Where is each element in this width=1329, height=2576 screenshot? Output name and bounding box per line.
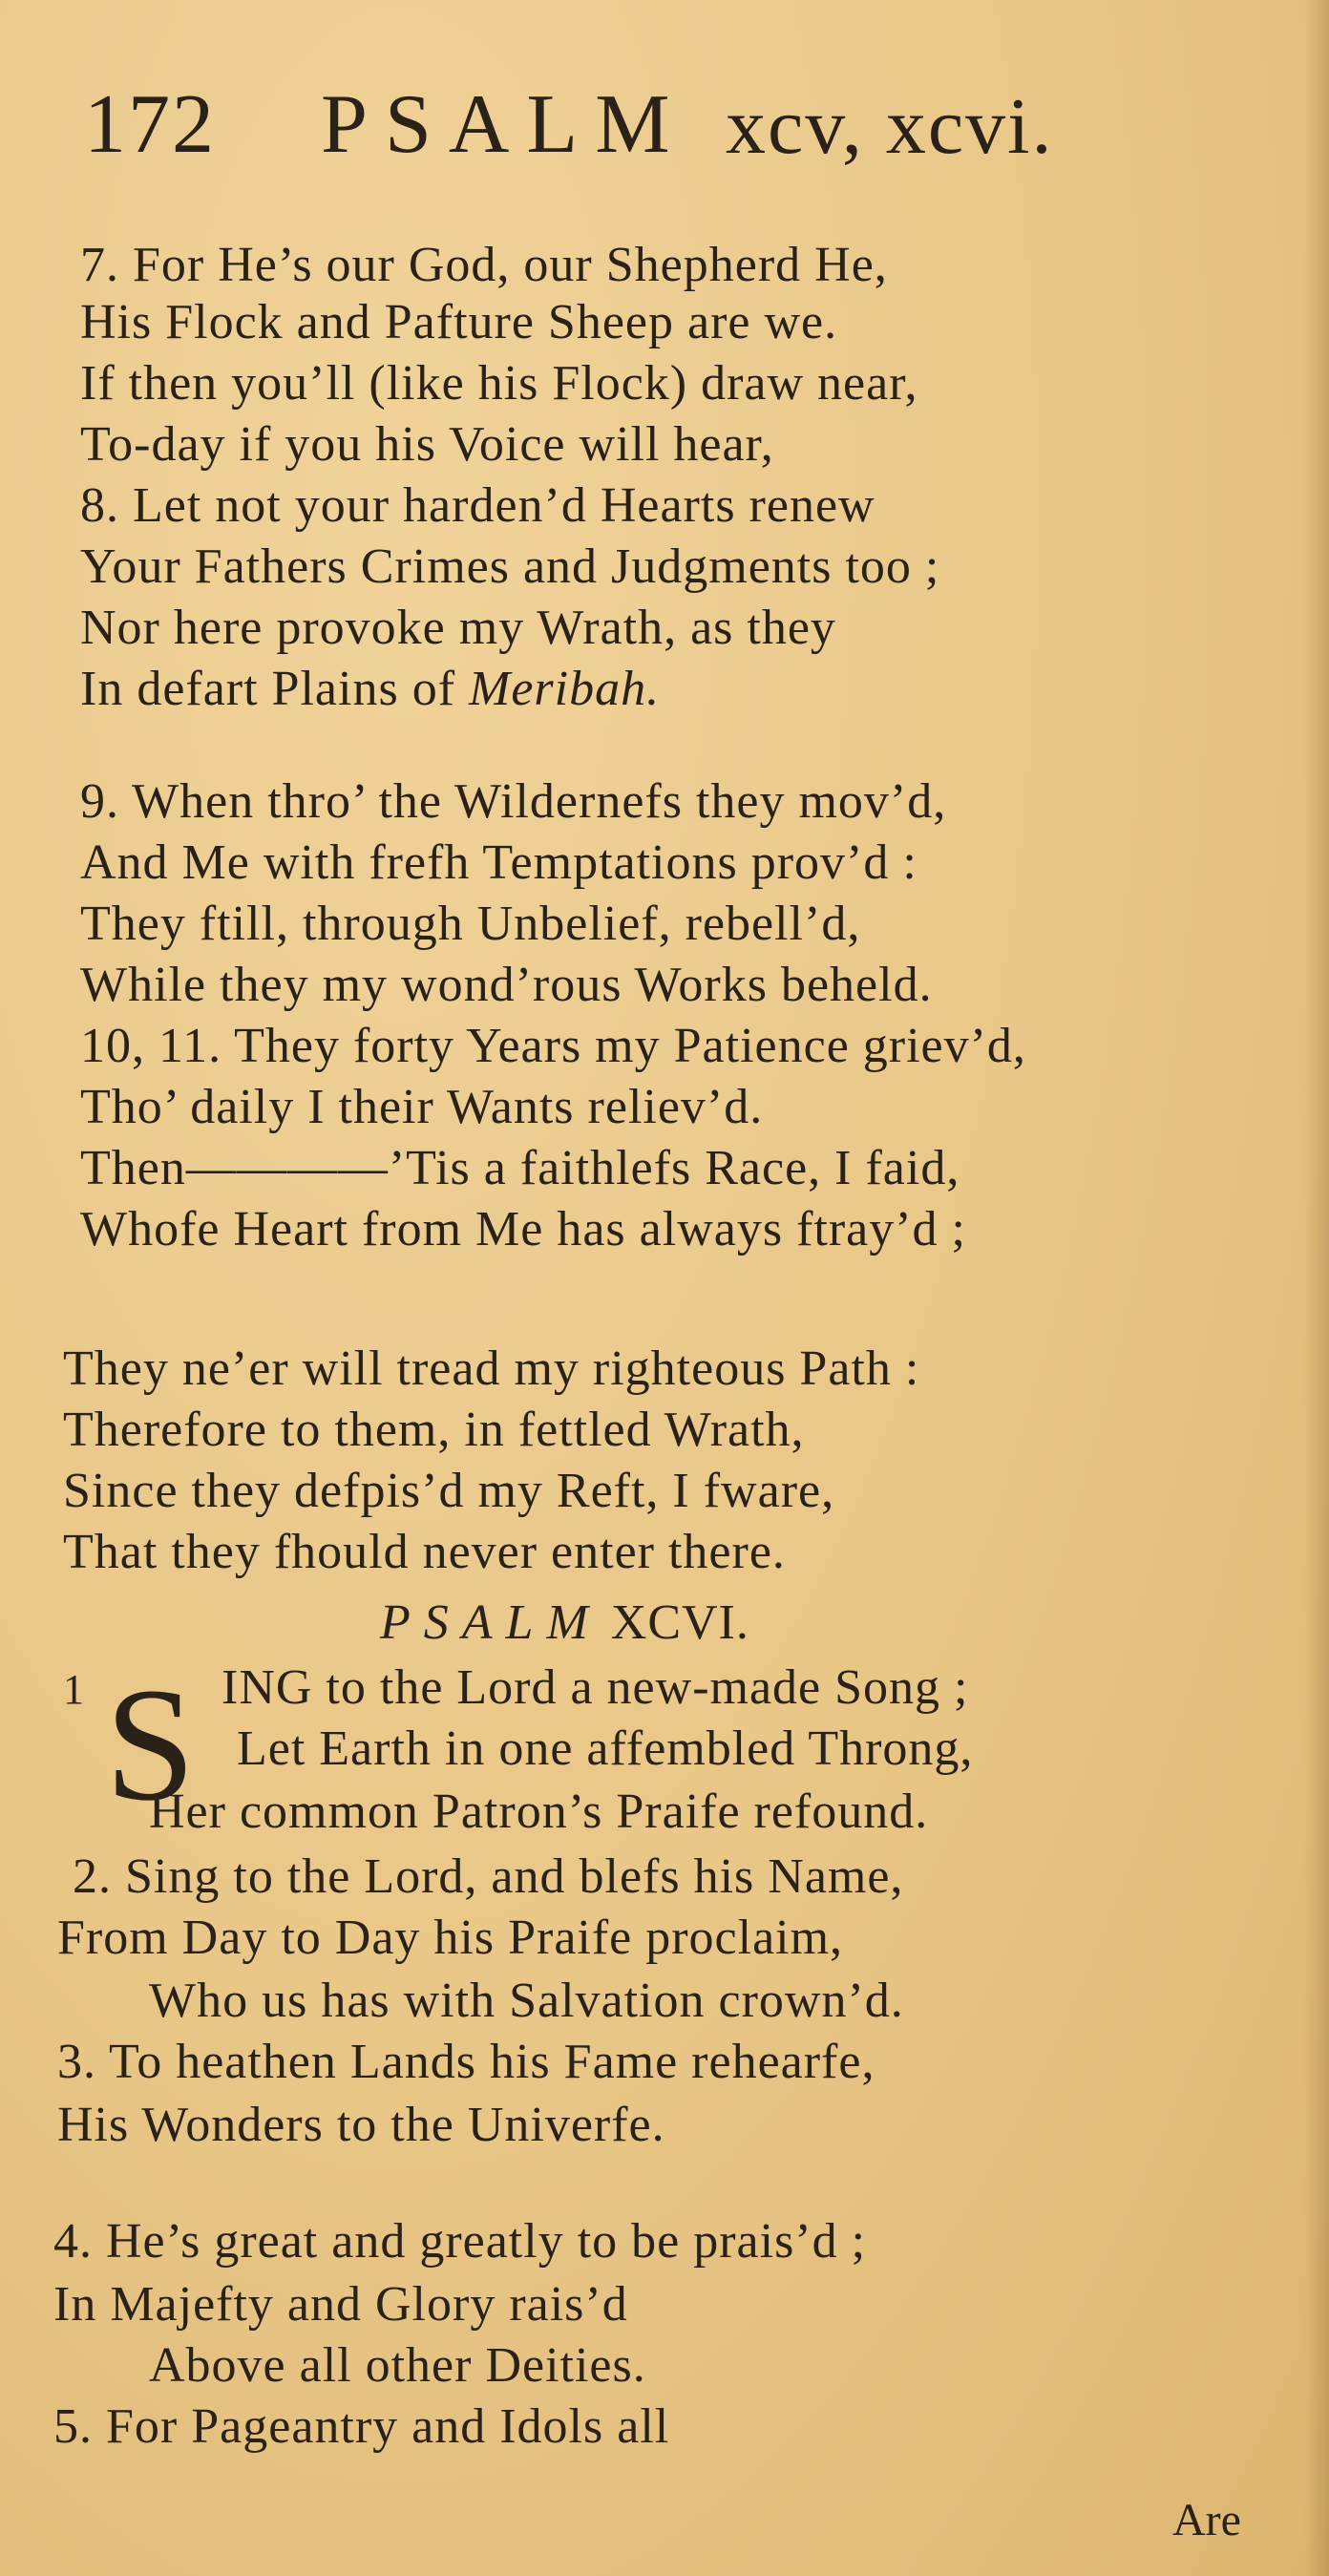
psalm-numbers: xcv, xcvi.: [726, 82, 1054, 171]
verse-line: 10, 11. They forty Years my Patience griev’d,: [80, 1019, 1026, 1073]
running-title: PSALM: [321, 78, 687, 171]
verse-line: And Me with frefh Temptations prov’d :: [80, 835, 918, 890]
verse-text: In defart Plains of: [80, 662, 470, 716]
verse-line: ING to the Lord a new-made Song ;: [222, 1660, 969, 1715]
psalm-heading: [380, 1594, 749, 1652]
verse-line: His Flock and Pafture Sheep are we.: [80, 295, 838, 349]
verse-line: Then————’Tis a faithlefs Race, I faid,: [80, 1141, 960, 1195]
verse-line: Your Fathers Crimes and Judgments too ;: [80, 539, 940, 594]
verse-line: Since they defpis’d my Reft, I fware,: [63, 1464, 835, 1518]
verse-line: 4. He’s great and greatly to be prais’d ;: [53, 2214, 867, 2269]
verse-line: 9. When thro’ the Wildernefs they mov’d,: [80, 774, 947, 829]
verse-line: 7. For He’s our God, our Shepherd He,: [80, 238, 888, 292]
verse-line: Whofe Heart from Me has always ftray’d ;: [80, 1202, 966, 1256]
verse-line: [80, 661, 660, 718]
verse-line: They ftill, through Unbelief, rebell’d,: [80, 897, 861, 951]
verse-line: Therefore to them, in fettled Wrath,: [63, 1403, 805, 1457]
verse-line: Let Earth in one affembled Throng,: [237, 1721, 974, 1776]
catchword: Are: [1172, 2495, 1241, 2545]
verse-line: Who us has with Salvation crown’d.: [149, 1974, 904, 2028]
verse-line: Tho’ daily I their Wants reliev’d.: [80, 1080, 764, 1134]
place-name: Meribah.: [469, 662, 661, 716]
page-number: 172: [84, 78, 216, 171]
verse-line: 2. Sing to the Lord, and blefs his Name,: [73, 1849, 904, 1904]
verse-line: If then you’ll (like his Flock) draw near,: [80, 356, 918, 411]
psalm-heading-word: PSALM: [380, 1595, 601, 1650]
verse-line: Her common Patron’s Praife refound.: [149, 1784, 929, 1839]
psalm-heading-number: XCVI.: [610, 1595, 749, 1650]
verse-line: 3. To heathen Lands his Fame rehearfe,: [57, 2035, 875, 2089]
verse-line: Nor here provoke my Wrath, as they: [80, 601, 836, 655]
verse-line: From Day to Day his Praife proclaim,: [57, 1911, 844, 1965]
page-edge-shadow: [1304, 0, 1329, 2576]
verse-line: His Wonders to the Univerfe.: [57, 2098, 665, 2152]
drop-cap: S: [105, 1655, 196, 1834]
verse-line: They ne’er will tread my righteous Path :: [63, 1341, 920, 1396]
verse-line: In Majefty and Glory rais’d: [53, 2277, 628, 2332]
verse-number: 1: [63, 1666, 85, 1713]
running-header: [84, 76, 1249, 181]
verse-line: To-day if you his Voice will hear,: [80, 417, 774, 472]
verse-line: 8. Let not your harden’d Hearts renew: [80, 478, 875, 533]
verse-line: That they fhould never enter there.: [63, 1525, 786, 1579]
verse-line: 5. For Pageantry and Idols all: [53, 2399, 670, 2454]
verse-line: While they my wond’rous Works beheld.: [80, 958, 933, 1012]
verse-line: Above all other Deities.: [149, 2338, 646, 2393]
